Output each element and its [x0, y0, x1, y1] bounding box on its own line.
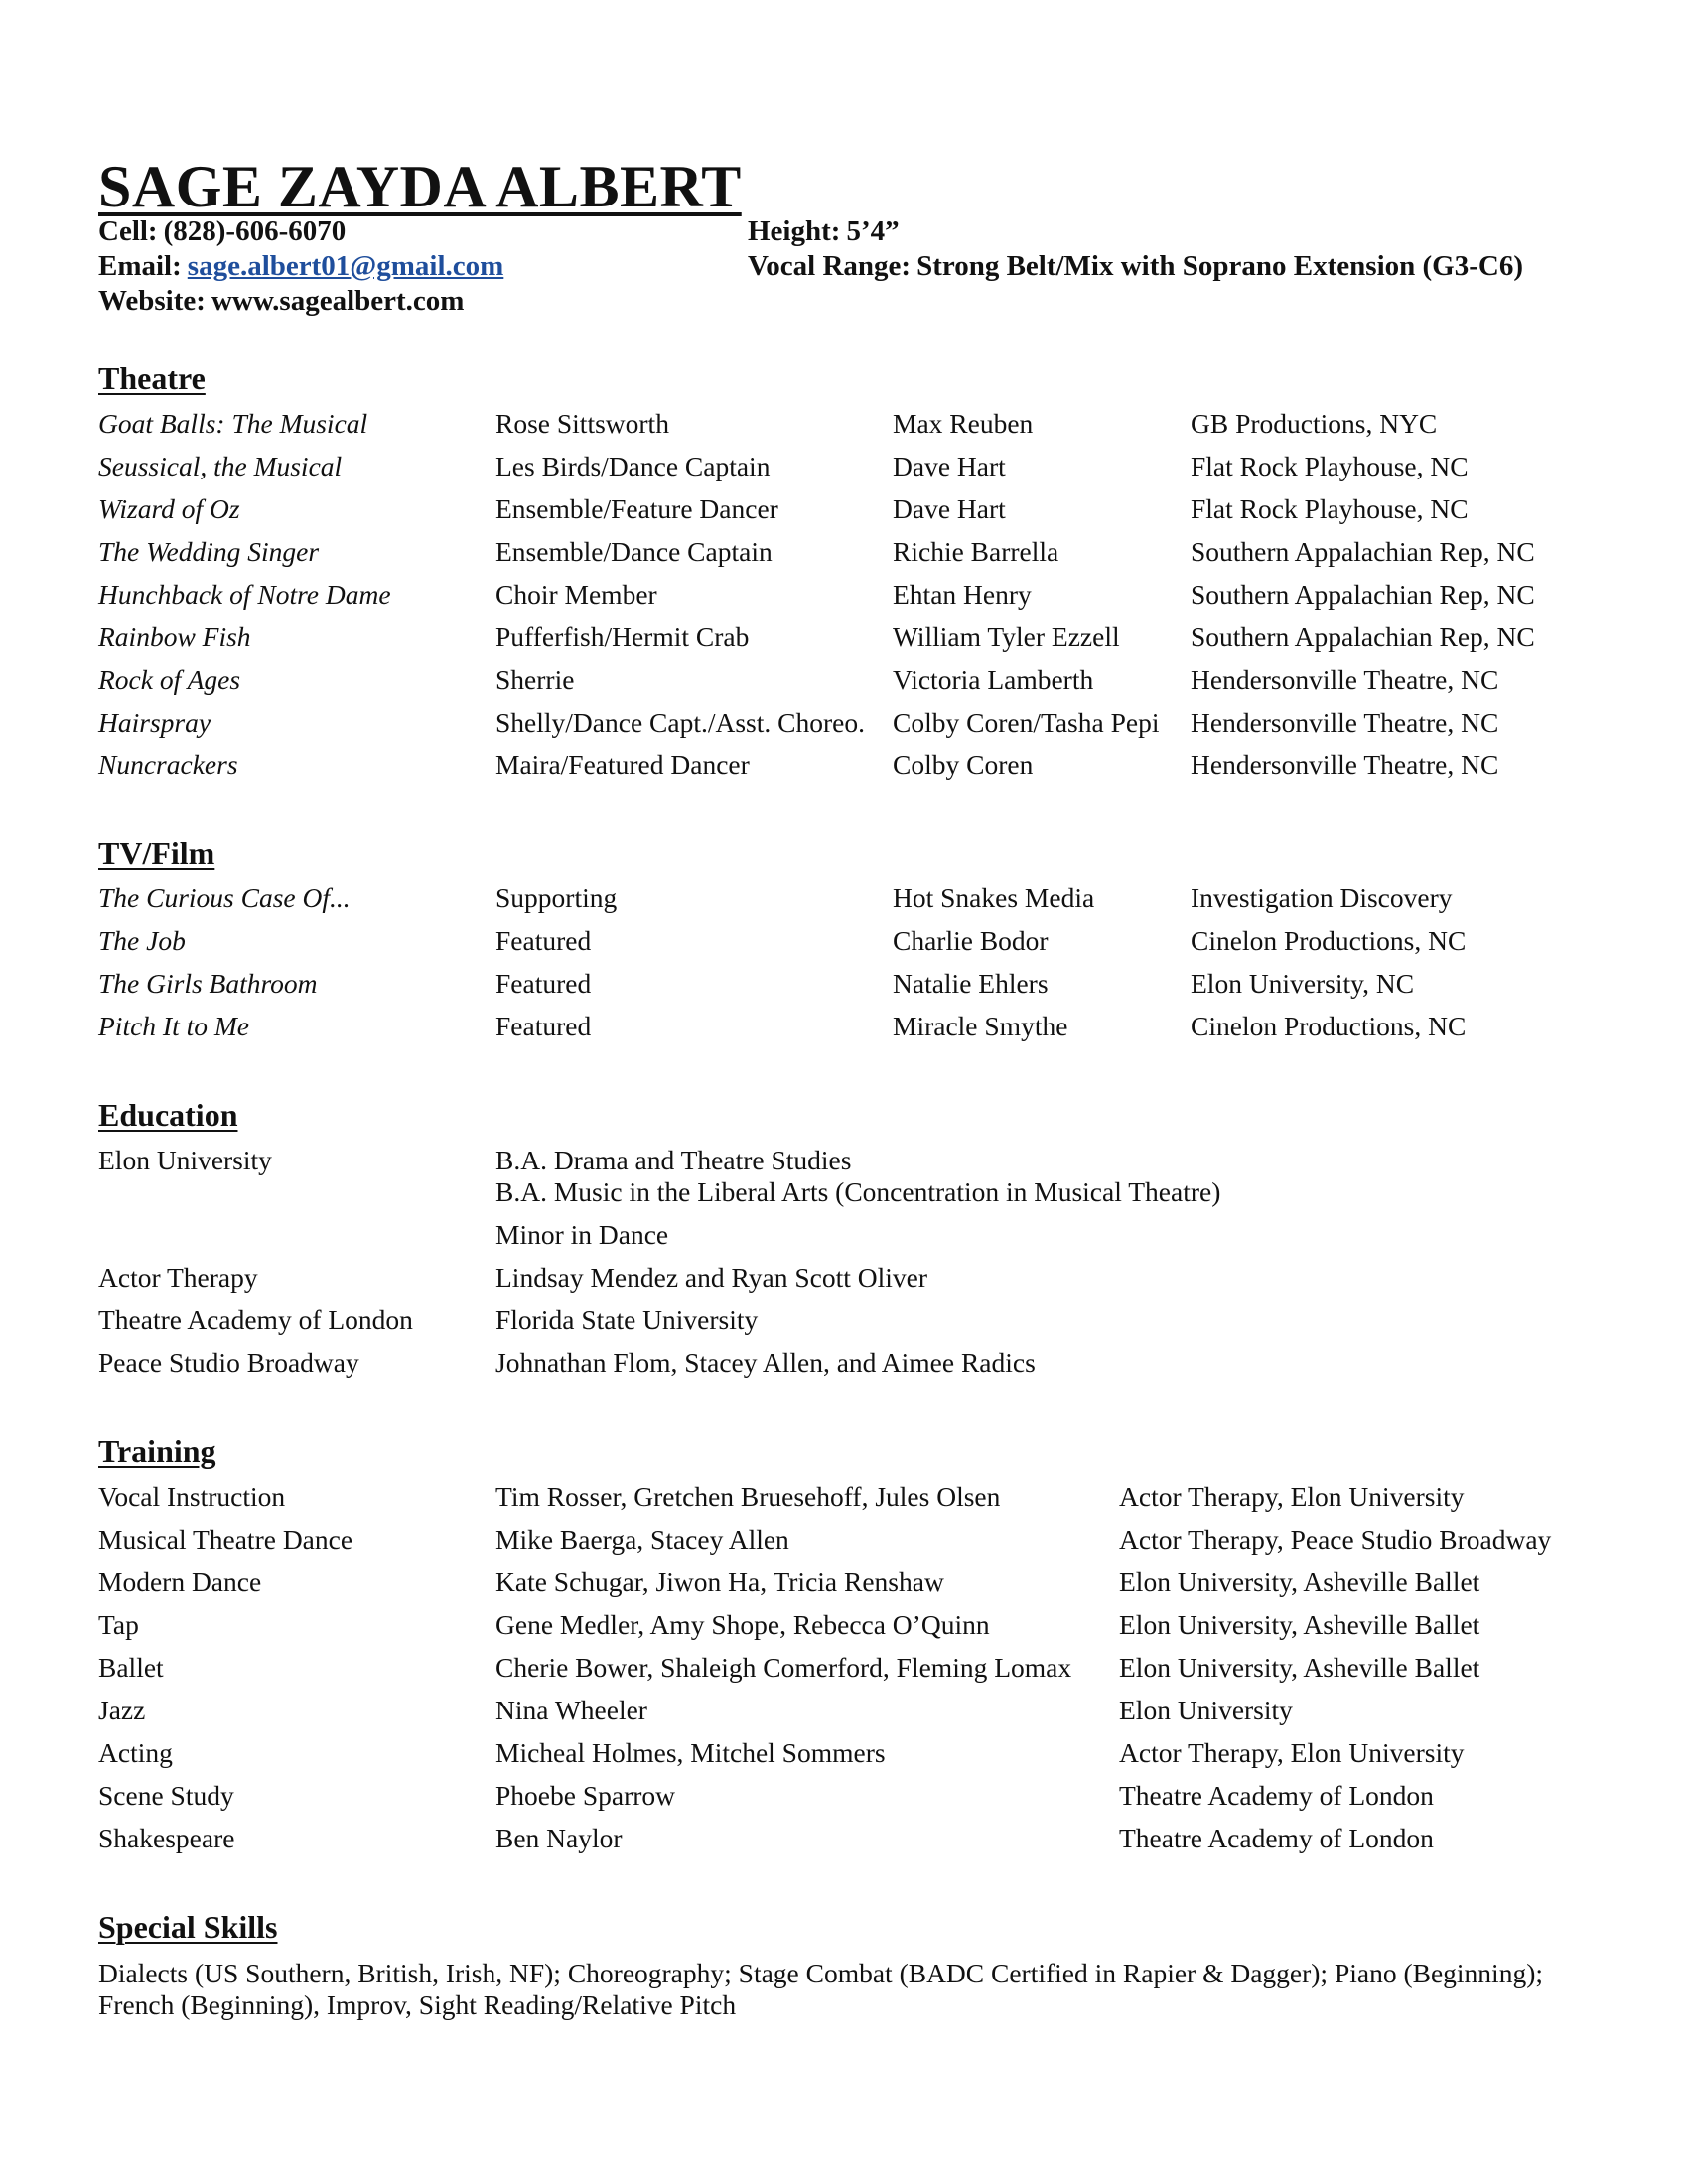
- school: Actor Therapy: [98, 1262, 258, 1293]
- training-row: [98, 1653, 1598, 1696]
- degree: B.A. Music in the Liberal Arts (Concentration in Musical Theatre): [495, 1176, 1221, 1207]
- discipline: Scene Study: [98, 1780, 234, 1811]
- show-title: Seussical, the Musical: [98, 451, 343, 481]
- credit-row: [98, 580, 1598, 622]
- venue: Southern Appalachian Rep, NC: [1191, 579, 1535, 610]
- education-row: [98, 1220, 1598, 1263]
- discipline: Shakespeare: [98, 1823, 235, 1853]
- tvfilm-heading: TV/Film: [98, 835, 215, 871]
- venue: Flat Rock Playhouse, NC: [1191, 493, 1469, 524]
- institution: Elon University, Asheville Ballet: [1119, 1652, 1480, 1683]
- training-row: [98, 1824, 1598, 1866]
- discipline: Musical Theatre Dance: [98, 1524, 353, 1555]
- credit-row: [98, 708, 1598, 751]
- show-title: Goat Balls: The Musical: [98, 408, 368, 439]
- teachers: Kate Schugar, Jiwon Ha, Tricia Renshaw: [495, 1567, 944, 1597]
- height-line: [748, 214, 900, 249]
- project-title: The Curious Case Of...: [98, 883, 351, 913]
- show-title: The Wedding Singer: [98, 536, 320, 567]
- special-skills-text: Dialects (US Southern, British, Irish, NF); Choreography; Stage Combat (BADC Certified in Rapier & Dagger); Piano (Beginning); French (Beginning), Improv, Sight Reading/Relative Pitch: [98, 1958, 1543, 2020]
- theatre-heading: Theatre: [98, 360, 206, 396]
- role: Shelly/Dance Capt./Asst. Choreo.: [495, 707, 865, 738]
- training-row: [98, 1610, 1598, 1653]
- training-row: [98, 1781, 1598, 1824]
- cell-line: [98, 214, 346, 249]
- teachers: Cherie Bower, Shaleigh Comerford, Fleming Lomax: [495, 1652, 1072, 1683]
- training-row: [98, 1525, 1598, 1568]
- company: Cinelon Productions, NC: [1191, 925, 1467, 956]
- venue: Hendersonville Theatre, NC: [1191, 750, 1499, 780]
- role: Ensemble/Dance Captain: [495, 536, 773, 567]
- discipline: Ballet: [98, 1652, 164, 1683]
- vocal-range-line: [748, 249, 1523, 284]
- director: Charlie Bodor: [893, 925, 1049, 956]
- email-line: [98, 249, 503, 284]
- email-label: Email:: [98, 250, 182, 282]
- teachers: Ben Naylor: [495, 1823, 623, 1853]
- education-row: [98, 1177, 1598, 1220]
- institution: Elon University: [1119, 1695, 1293, 1725]
- venue: Southern Appalachian Rep, NC: [1191, 621, 1535, 652]
- teachers: Nina Wheeler: [495, 1695, 647, 1725]
- vocal-range-label: Vocal Range:: [748, 250, 912, 282]
- credit-row: [98, 926, 1598, 969]
- role: Featured: [495, 968, 592, 999]
- role: Ensemble/Feature Dancer: [495, 493, 778, 524]
- discipline: Modern Dance: [98, 1567, 262, 1597]
- credit-row: [98, 969, 1598, 1012]
- venue: Hendersonville Theatre, NC: [1191, 707, 1499, 738]
- education-row: [98, 1263, 1598, 1305]
- training-row: [98, 1482, 1598, 1525]
- institution: Actor Therapy, Peace Studio Broadway: [1119, 1524, 1552, 1555]
- director: Max Reuben: [893, 408, 1034, 439]
- director: Ehtan Henry: [893, 579, 1032, 610]
- training-row: [98, 1738, 1598, 1781]
- discipline: Vocal Instruction: [98, 1481, 286, 1512]
- project-title: The Job: [98, 925, 186, 956]
- show-title: Rainbow Fish: [98, 621, 251, 652]
- director: William Tyler Ezzell: [893, 621, 1120, 652]
- show-title: Wizard of Oz: [98, 493, 240, 524]
- minor: Minor in Dance: [495, 1219, 669, 1250]
- role: Maira/Featured Dancer: [495, 750, 750, 780]
- role: Rose Sittsworth: [495, 408, 669, 439]
- venue: Hendersonville Theatre, NC: [1191, 664, 1499, 695]
- role: Les Birds/Dance Captain: [495, 451, 771, 481]
- degree: B.A. Drama and Theatre Studies: [495, 1145, 852, 1175]
- show-title: Hunchback of Notre Dame: [98, 579, 391, 610]
- discipline: Jazz: [98, 1695, 146, 1725]
- discipline: Acting: [98, 1737, 173, 1768]
- show-title: Rock of Ages: [98, 664, 241, 695]
- role: Featured: [495, 1011, 592, 1041]
- instructors: Lindsay Mendez and Ryan Scott Oliver: [495, 1262, 927, 1293]
- director: Miracle Smythe: [893, 1011, 1068, 1041]
- company: Cinelon Productions, NC: [1191, 1011, 1467, 1041]
- director: Dave Hart: [893, 451, 1006, 481]
- show-title: Hairspray: [98, 707, 211, 738]
- training-row: [98, 1696, 1598, 1738]
- show-title: Nuncrackers: [98, 750, 238, 780]
- company: Investigation Discovery: [1191, 883, 1453, 913]
- director: Dave Hart: [893, 493, 1006, 524]
- institution: Theatre Academy of London: [1119, 1823, 1434, 1853]
- teachers: Mike Baerga, Stacey Allen: [495, 1524, 789, 1555]
- training-heading: Training: [98, 1433, 216, 1469]
- education-row: [98, 1305, 1598, 1348]
- credit-row: [98, 751, 1598, 793]
- email-link[interactable]: sage.albert01@gmail.com: [187, 250, 504, 282]
- discipline: Tap: [98, 1609, 139, 1640]
- director: Colby Coren/Tasha Pepi: [893, 707, 1160, 738]
- venue: Southern Appalachian Rep, NC: [1191, 536, 1535, 567]
- credit-row: [98, 884, 1598, 926]
- school: Elon University: [98, 1145, 272, 1175]
- role: Featured: [495, 925, 592, 956]
- performer-name: SAGE ZAYDA ALBERT: [98, 154, 742, 219]
- role: Choir Member: [495, 579, 657, 610]
- institution: Actor Therapy, Elon University: [1119, 1737, 1465, 1768]
- venue: GB Productions, NYC: [1191, 408, 1438, 439]
- credit-row: [98, 622, 1598, 665]
- vocal-range-value: Strong Belt/Mix with Soprano Extension (G3-C6): [916, 250, 1523, 282]
- credit-row: [98, 452, 1598, 494]
- height-label: Height:: [748, 215, 841, 247]
- training-row: [98, 1568, 1598, 1610]
- school: Peace Studio Broadway: [98, 1347, 359, 1378]
- institution: Elon University, Asheville Ballet: [1119, 1609, 1480, 1640]
- director: Natalie Ehlers: [893, 968, 1049, 999]
- institution: Elon University, Asheville Ballet: [1119, 1567, 1480, 1597]
- cell-label: Cell:: [98, 215, 158, 247]
- role: Sherrie: [495, 664, 575, 695]
- teachers: Phoebe Sparrow: [495, 1780, 676, 1811]
- director: Richie Barrella: [893, 536, 1059, 567]
- education-heading: Education: [98, 1097, 238, 1133]
- role: Pufferfish/Hermit Crab: [495, 621, 750, 652]
- venue: Flat Rock Playhouse, NC: [1191, 451, 1469, 481]
- credit-row: [98, 494, 1598, 537]
- institution: Theatre Academy of London: [1119, 1780, 1434, 1811]
- credit-row: [98, 665, 1598, 708]
- credit-row: [98, 1012, 1598, 1054]
- company: Elon University, NC: [1191, 968, 1415, 999]
- role: Supporting: [495, 883, 618, 913]
- website-line: [98, 284, 464, 319]
- instructors: Florida State University: [495, 1304, 759, 1335]
- director: Hot Snakes Media: [893, 883, 1095, 913]
- director: Colby Coren: [893, 750, 1034, 780]
- special-skills-heading: Special Skills: [98, 1909, 278, 1945]
- teachers: Gene Medler, Amy Shope, Rebecca O’Quinn: [495, 1609, 990, 1640]
- school: Theatre Academy of London: [98, 1304, 413, 1335]
- instructors: Johnathan Flom, Stacey Allen, and Aimee Radics: [495, 1347, 1036, 1378]
- director: Victoria Lamberth: [893, 664, 1094, 695]
- education-row: [98, 1348, 1598, 1391]
- website-label: Website:: [98, 285, 206, 317]
- cell-number: (828)-606-6070: [163, 215, 347, 247]
- credit-row: [98, 537, 1598, 580]
- project-title: The Girls Bathroom: [98, 968, 318, 999]
- website-url: www.sagealbert.com: [211, 285, 465, 317]
- institution: Actor Therapy, Elon University: [1119, 1481, 1465, 1512]
- credit-row: [98, 409, 1598, 452]
- project-title: Pitch It to Me: [98, 1011, 249, 1041]
- teachers: Micheal Holmes, Mitchel Sommers: [495, 1737, 886, 1768]
- height-value: 5’4”: [846, 215, 900, 247]
- teachers: Tim Rosser, Gretchen Bruesehoff, Jules Olsen: [495, 1481, 1001, 1512]
